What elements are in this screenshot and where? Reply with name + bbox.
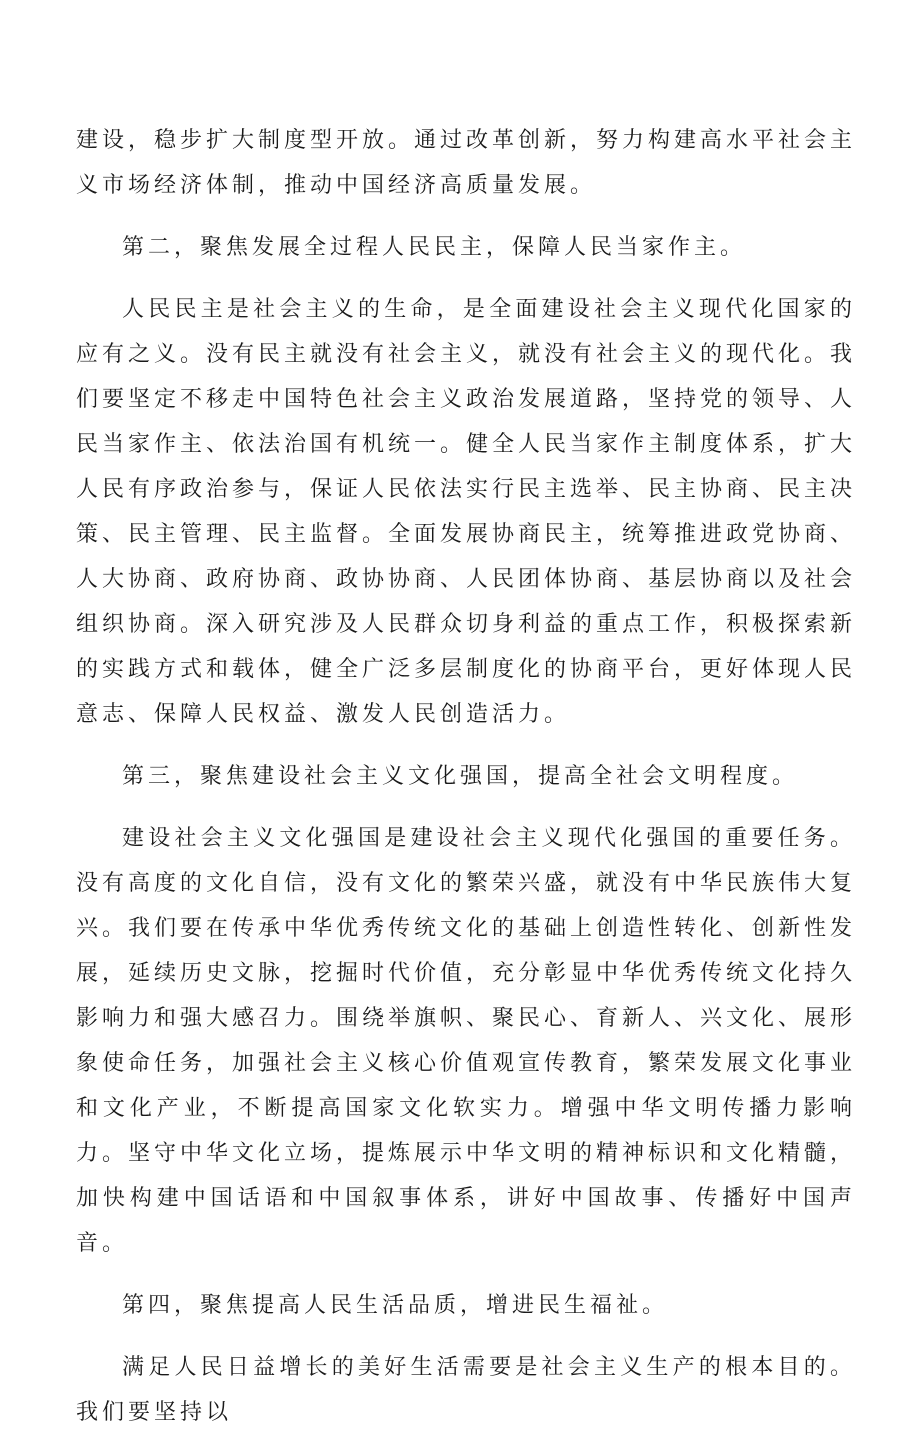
section-heading-4: 第四，聚焦提高人民生活品质，增进民生福祉。 xyxy=(122,1293,669,1318)
document-body xyxy=(76,118,856,1452)
paragraph-democracy: 人民民主是社会主义的生命，是全面建设社会主义现代化国家的应有之义。没有民主就没有社会主义，就没有社会主义的现代化。我们要坚定不移走中国特色社会主义政治发展道路，坚持党的领导、人民当家作主、依法治国有机统一。健全人民当家作主制度体系，扩大人民有序政治参与，保证人民依法实行民主选举、民主协商、民主决策、民主管理、民主监督。全面发展协商民主，统筹推进政党协商、人大协商、政府协商、政协协商、人民团体协商、基层协商以及社会组织协商。深入研究涉及人民群众切身利益的重点工作，积极探索新的实践方式和载体，健全广泛多层制度化的协商平台，更好体现人民意志、保障人民权益、激发人民创造活力。 xyxy=(76,297,857,727)
paragraph-continuation: 建设，稳步扩大制度型开放。通过改革创新，努力构建高水平社会主义市场经济体制，推动中国经济高质量发展。 xyxy=(76,128,857,198)
paragraph-livelihood: 满足人民日益增长的美好生活需要是社会主义生产的根本目的。我们要坚持以 xyxy=(76,1355,856,1425)
section-heading-3: 第三，聚焦建设社会主义文化强国，提高全社会文明程度。 xyxy=(122,764,799,789)
paragraph-culture: 建设社会主义文化强国是建设社会主义现代化强国的重要任务。没有高度的文化自信，没有文化的繁荣兴盛，就没有中华民族伟大复兴。我们要在传承中华优秀传统文化的基础上创造性转化、创新性发展，延续历史文脉，挖掘时代价值，充分彰显中华优秀传统文化持久影响力和强大感召力。围绕举旗帜、聚民心、育新人、兴文化、展形象使命任务，加强社会主义核心价值观宣传教育，繁荣发展文化事业和文化产业，不断提高国家文化软实力。增强中华文明传播力影响力。坚守中华文化立场，提炼展示中华文明的精神标识和文化精髓，加快构建中国话语和中国叙事体系，讲好中国故事、传播好中国声音。 xyxy=(76,826,857,1256)
section-heading-2: 第二，聚焦发展全过程人民民主，保障人民当家作主。 xyxy=(122,235,747,260)
